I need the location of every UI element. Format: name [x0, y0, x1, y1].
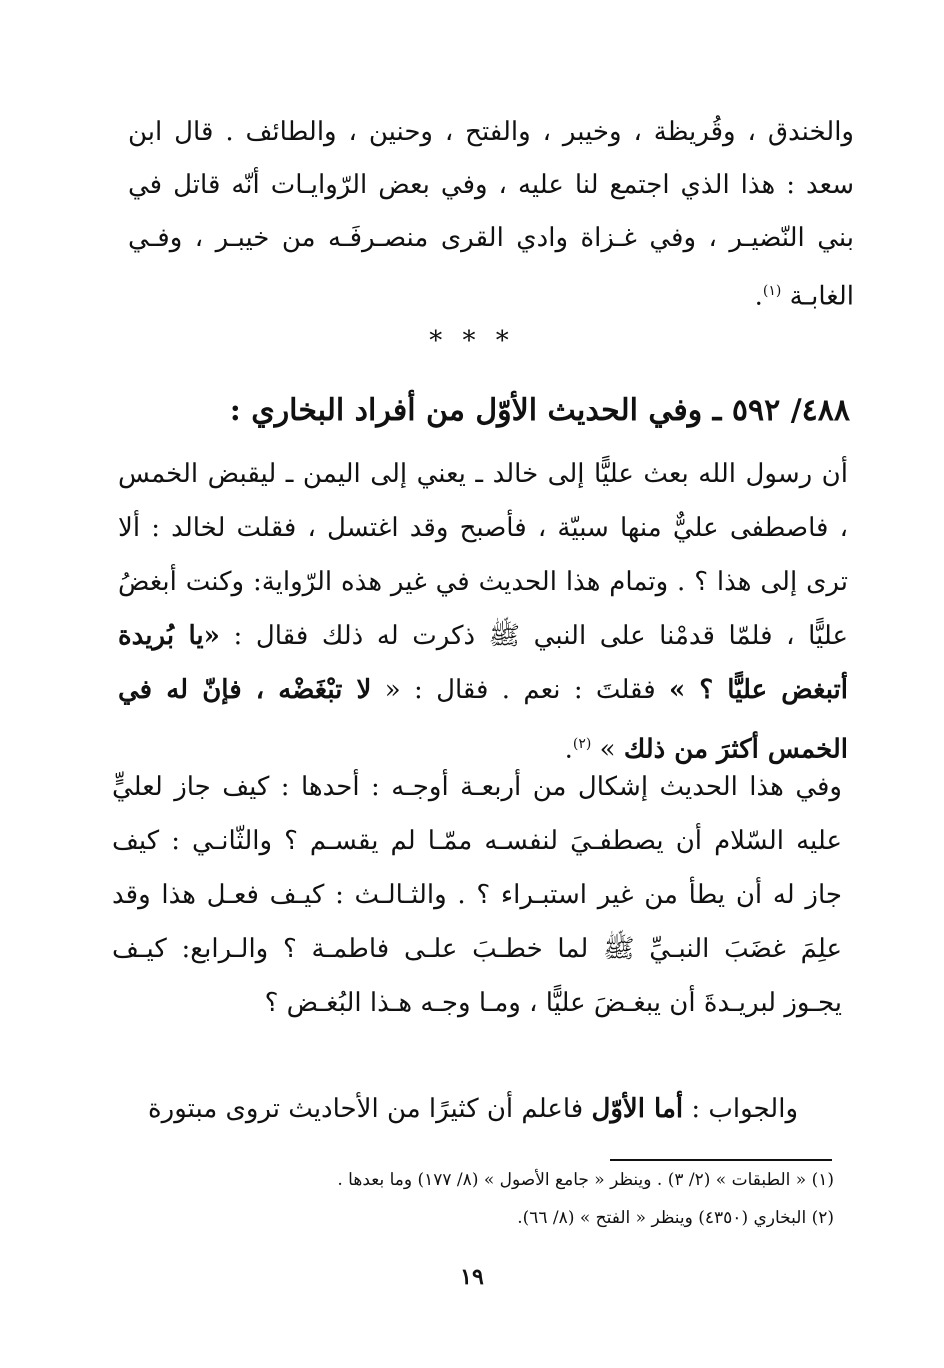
answer-lead: والجواب : [691, 1094, 798, 1124]
paragraph-intro-end: . [754, 281, 763, 312]
section-separator: * * * [429, 326, 515, 356]
hadith-reply: فقلتَ : نعم . فقال : « [384, 675, 656, 705]
answer-first-point: أما الأوّل [591, 1094, 684, 1124]
paragraph-intro-text: والخندق ، وقُريظة ، وخيبر ، والفتح ، وحنين ، والطائف . قال ابن سعد : هذا الذي اجتمع لنا عليه ، وفي بعض الرّوايـات أنّه قاتل في بني النّضيـر ، وفي غـزاة وادي القرى منصـرفَـه من خيبـر ، وفـي الغابـة [128, 117, 854, 312]
hadith-end: . [564, 734, 573, 765]
footnote-divider [610, 1159, 832, 1161]
paragraph-problems: وفي هذا الحديث إشكال من أربعـة أوجـه : أحدها : كيف جاز لعليٍّ عليه السّلام أن يصطفـيَ لنفسـه ممّـا لم يقسـم ؟ والثّانـي : كيف جاز له أن يطأ من غير استبـراء ؟ . والثـالـث : كيـف فعـل هذا وقد علِمَ غضَبَ النبـيِّ ﷺ لما خطـبَ علـى فاطمـة ؟ والـرابع: كيـف يجـوز لبريـدةَ أن يبغـضَ عليًّا ، ومـا وجـه هـذا البُغـض ؟ [112, 772, 842, 1018]
hadith-quote-question: «يا بُريدة أتبغض عليًّا ؟ » [118, 621, 849, 705]
hadith-heading: ٤٨٨/ ٥٩٢ ـ وفي الحديث الأوّل من أفراد البخاري : [229, 393, 850, 428]
hadith-quote-close: » [599, 734, 616, 765]
footnote-2: (٢) البخاري (٤٣٥٠) وينظر « الفتح » (٨/ ٦٦). [517, 1208, 834, 1228]
paragraph-answer [108, 1082, 798, 1136]
footnote-1: (١) « الطبقات » (٢/ ٣) . وينظر « جامع الأصول » (٨/ ١٧٧) وما بعدها . [337, 1170, 834, 1190]
footnote-ref-2: (٢) [572, 736, 592, 752]
hadith-text: أن رسول الله بعث عليًّا إلى خالد ـ يعني إلى اليمن ـ ليقبض الخمس ، فاصطفى عليٌّ منها سبيّة ، فأصبح وقد اغتسل ، فقلت لخالد : ألا ترى إلى هذا ؟ . وتمام هذا الحديث في غير هذه الرّواية: وكنت أبغضُ عليًّا ، فلمّا قدمْنا على النبي ﷺ ذكرت له ذلك فقال : [118, 459, 848, 651]
footnote-ref-1: (١) [762, 283, 782, 299]
answer-text: فاعلم أن كثيرًا من الأحاديث تروى مبتورة [148, 1094, 584, 1124]
hadith-quote-answer: لا تبْغَضْه ، فإنّ له في الخمس أكثرَ من ذلك [118, 675, 848, 765]
paragraph-hadith [118, 447, 848, 777]
page-number: ١٩ [460, 1264, 484, 1290]
paragraph-intro [128, 106, 854, 324]
